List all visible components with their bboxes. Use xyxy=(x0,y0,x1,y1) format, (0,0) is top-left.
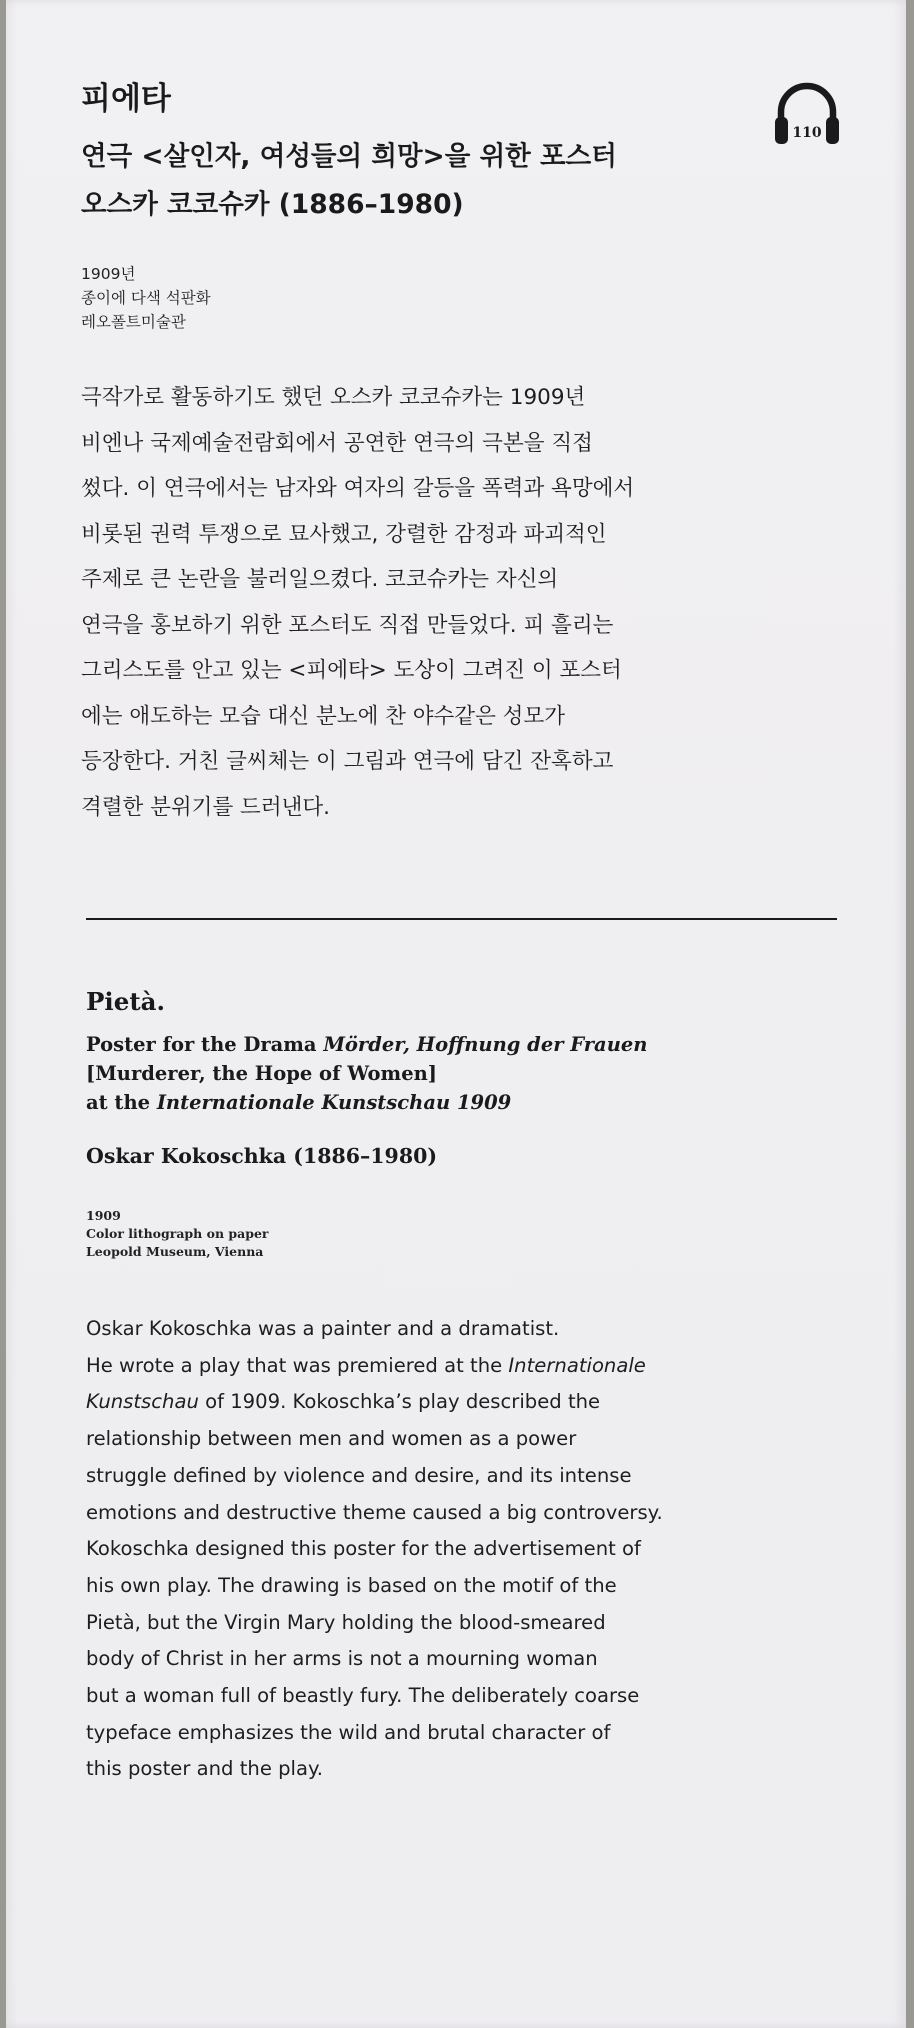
korean-body-line: 등장한다. 거친 글씨체는 이 그림과 연극에 담긴 잔혹하고 xyxy=(81,749,614,774)
korean-title: 피에타 xyxy=(81,81,171,117)
english-body-line: emotions and destructive theme caused a big controversy. xyxy=(86,1500,663,1524)
exhibition-name: Internationale Kunstschau 1909 xyxy=(156,1091,512,1114)
headphones-icon xyxy=(772,80,842,150)
korean-description xyxy=(81,375,861,830)
english-artwork-details xyxy=(86,1207,269,1261)
english-body-line xyxy=(86,1348,866,1385)
audio-guide-number: 110 xyxy=(792,125,822,141)
english-body-line: Oskar Kokoschka was a painter and a dramatist. xyxy=(86,1317,560,1340)
korean-body-line: 그리스도를 안고 있는 <피에타> 도상이 그려진 이 포스터 xyxy=(81,658,622,683)
korean-body-line: 연극을 홍보하기 위한 포스터도 직접 만들었다. 피 흘리는 xyxy=(81,612,614,638)
english-title: Pietà. xyxy=(86,987,166,1016)
korean-artwork-details xyxy=(81,262,211,334)
section-divider xyxy=(86,918,837,920)
korean-body-line: 썼다. 이 연극에서는 남자와 여자의 갈등을 폭력과 욕망에서 xyxy=(81,476,635,501)
english-body-line: Pietà, but the Virgin Mary holding the blood-smeared xyxy=(86,1610,606,1634)
english-body-line: typeface emphasizes the wild and brutal character of xyxy=(86,1720,611,1744)
english-body-line: relationship between men and women as a power xyxy=(86,1427,577,1451)
english-subtitle xyxy=(86,1030,647,1117)
english-medium: Color lithograph on paper xyxy=(86,1226,269,1241)
english-collection: Leopold Museum, Vienna xyxy=(86,1244,264,1259)
korean-body-line: 비엔나 국제예술전람회에서 공연한 연극의 극본을 직접 xyxy=(81,430,593,456)
korean-subtitle-line1: 연극 <살인자, 여성들의 희망>을 위한 포스터 xyxy=(81,141,617,172)
wall-label-card xyxy=(6,0,906,2028)
korean-artist-line: 오스카 코코슈카 (1886–1980) xyxy=(81,189,464,220)
english-body-line: Kokoschka designed this poster for the advertisement of xyxy=(86,1537,641,1561)
english-subtitle-line1 xyxy=(86,1030,647,1059)
english-year: 1909 xyxy=(86,1208,121,1223)
korean-body-line: 주제로 큰 논란을 불러일으켰다. 코코슈카는 자신의 xyxy=(81,567,559,592)
subtitle-text: at the xyxy=(86,1091,157,1114)
english-body-line: struggle defined by violence and desire, and its intense xyxy=(86,1463,632,1487)
play-title-german: Mörder, Hoffnung der Frauen xyxy=(323,1033,648,1056)
english-artist: Oskar Kokoschka (1886–1980) xyxy=(86,1144,438,1168)
subtitle-text: Poster for the Drama xyxy=(86,1033,324,1056)
korean-medium: 종이에 다색 석판화 xyxy=(81,289,211,307)
body-text: He wrote a play that was premiered at the xyxy=(86,1353,509,1377)
english-description xyxy=(86,1311,866,1788)
english-subtitle-line3 xyxy=(86,1088,647,1117)
english-subtitle-line2: [Murderer, the Hope of Women] xyxy=(86,1062,437,1085)
korean-body-line: 격렬한 분위기를 드러낸다. xyxy=(81,794,330,820)
korean-body-line: 에는 애도하는 모습 대신 분노에 찬 야수같은 성모가 xyxy=(81,703,565,729)
korean-body-line: 비롯된 권력 투쟁으로 묘사했고, 강렬한 감정과 파괴적인 xyxy=(81,521,607,547)
korean-collection: 레오폴트미술관 xyxy=(81,313,186,331)
body-text: of 1909. Kokoschka’s play described the xyxy=(198,1390,601,1414)
english-body-line: this poster and the play. xyxy=(86,1757,324,1781)
body-italic-text: Kunstschau xyxy=(86,1390,199,1414)
english-body-line: body of Christ in her arms is not a mourning woman xyxy=(86,1647,598,1671)
body-italic-text: Internationale xyxy=(508,1353,646,1377)
english-body-line xyxy=(86,1384,866,1421)
english-body-line: his own play. The drawing is based on the motif of the xyxy=(86,1573,617,1597)
english-body-line: but a woman full of beastly fury. The deliberately coarse xyxy=(86,1684,640,1708)
korean-year: 1909년 xyxy=(81,265,136,283)
audio-guide-badge xyxy=(772,80,842,150)
korean-body-line: 극작가로 활동하기도 했던 오스카 코코슈카는 1909년 xyxy=(81,385,586,410)
